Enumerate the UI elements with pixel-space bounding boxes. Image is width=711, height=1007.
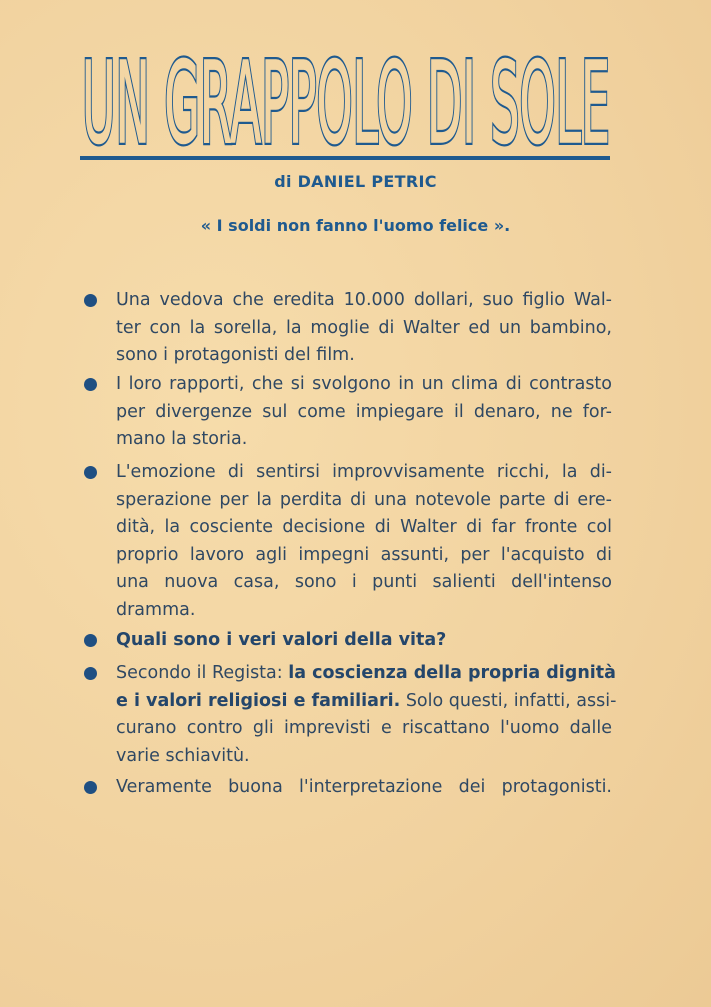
- paragraph-3: [116, 459, 612, 625]
- title-inner: UN GRAPPOLO DI SOLE: [82, 44, 610, 148]
- paragraph-4: [116, 627, 612, 655]
- text-line: per divergenze sul come impiegare il denaro, ne for-: [116, 401, 612, 422]
- text-line: dità, la cosciente decisione di Walter di far fronte col: [116, 517, 612, 538]
- text-line: una nuova casa, sono i punti salienti dell'intenso: [116, 572, 612, 593]
- text-normal: Secondo il Regista:: [116, 663, 289, 683]
- bullet-icon: [84, 294, 97, 307]
- text-bold: la coscienza della propria dignità: [288, 663, 616, 683]
- text-bold: e i valori religiosi e familiari.: [116, 690, 401, 711]
- text-line: proprio lavoro agli impegni assunti, per l'acquisto di: [116, 544, 612, 565]
- title-outline: UN GRAPPOLO DI SOLE: [82, 44, 610, 148]
- paragraph-1: [116, 287, 612, 370]
- paragraph-5: [116, 660, 617, 770]
- paragraph-6: [116, 774, 612, 802]
- text-line: dramma.: [116, 599, 196, 620]
- text-line: ter con la sorella, la moglie di Walter ed un bambino,: [116, 317, 612, 338]
- text-line: curano contro gli imprevisti e riscattano l'uomo dalle: [116, 718, 612, 739]
- text-line: Una vedova che eredita 10.000 dollari, suo figlio Wal-: [116, 290, 612, 310]
- tagline-quote: « I soldi non fanno l'uomo felice ».: [200, 216, 511, 235]
- bullet-icon: [84, 667, 97, 680]
- text-line: L'emozione di sentirsi improvvisamente ricchi, la di-: [116, 462, 612, 482]
- text-line: sono i protagonisti del film.: [116, 345, 355, 366]
- text-line: sperazione per la perdita di una notevole parte di ere-: [116, 489, 612, 510]
- document-title: [80, 44, 615, 148]
- text-line: I loro rapporti, che si svolgono in un clima di contrasto: [116, 374, 612, 394]
- paragraph-2: [116, 371, 612, 454]
- author: di DANIEL PETRIC: [274, 172, 437, 191]
- bullet-icon: [84, 634, 97, 647]
- bullet-icon: [84, 781, 97, 794]
- text-line: Veramente buona l'interpretazione dei protagonisti.: [116, 777, 612, 797]
- text-normal: Solo questi, infatti, assi-: [400, 690, 617, 711]
- bullet-icon: [84, 466, 97, 479]
- bullet-icon: [84, 378, 97, 391]
- title-underline: [80, 156, 610, 160]
- text-line: [116, 660, 616, 688]
- text-line: varie schiavitù.: [116, 745, 250, 766]
- text-line: mano la storia.: [116, 429, 248, 450]
- text-line: Quali sono i veri valori della vita?: [116, 630, 447, 650]
- text-line: [116, 688, 617, 716]
